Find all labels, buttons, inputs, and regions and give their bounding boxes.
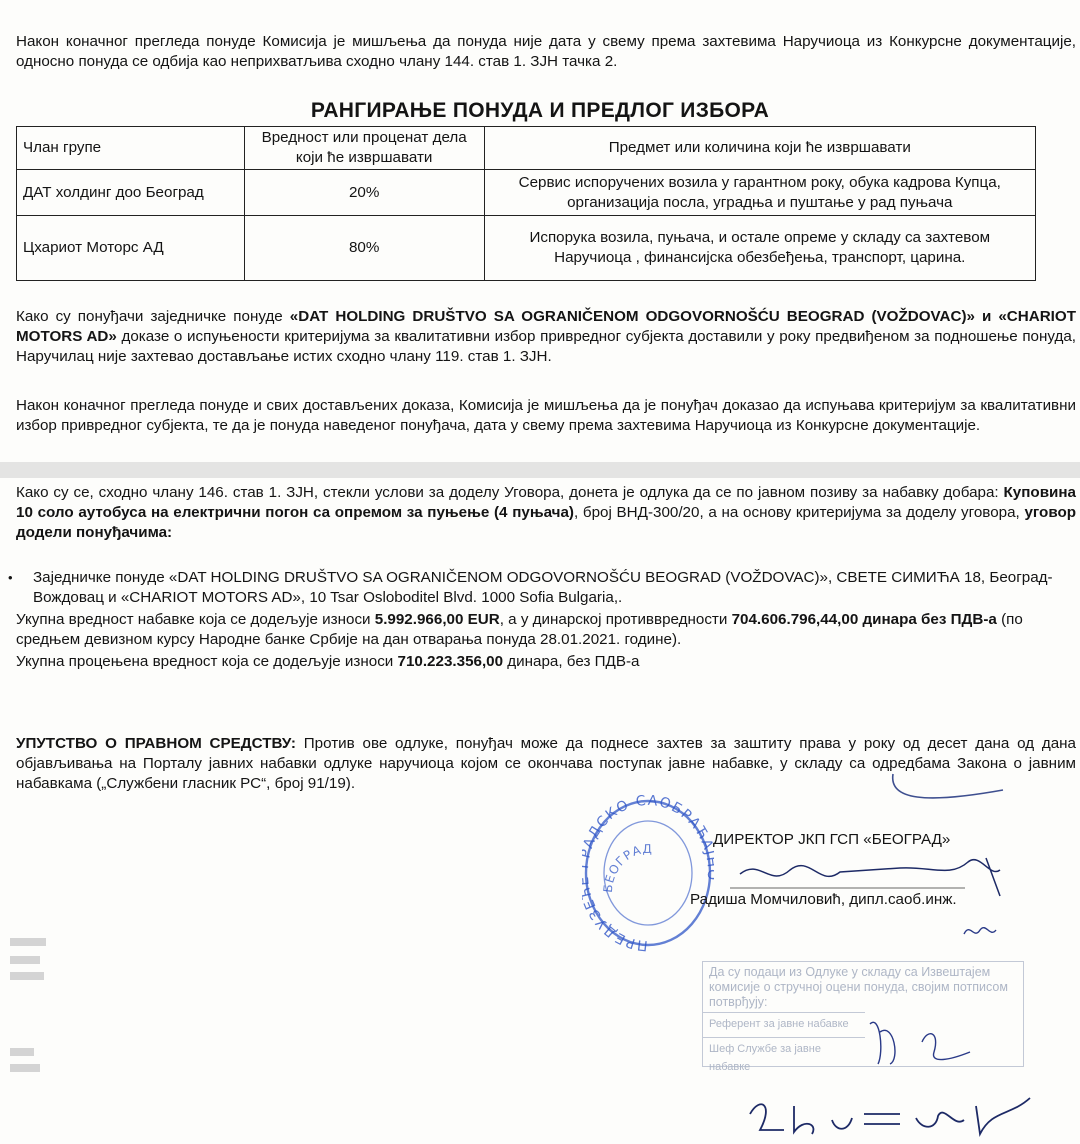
intro-paragraph	[16, 32, 1076, 72]
qualitative-text-1: Како су понуђачи заједничке понуде	[16, 308, 290, 325]
table-cell: Испорука возила, пуњача, и остале опреме у складу са захтевом Наручиоца , финансијска обезбеђења, транспорт, царина.	[484, 216, 1035, 281]
estimated-value: 710.223.356,00	[397, 653, 504, 670]
note-box-text: Да су подаци из Одлуке у складу са Извештајем комисије о стручној оцени понуда, својим потписом потврђују:	[709, 965, 1008, 1009]
value-paragraph	[16, 610, 1076, 650]
table-cell: 80%	[244, 216, 484, 281]
svg-text:ПРЕДУЗЕЋЕ ГРАДСКО САОБРАЋАЈНО	[582, 793, 714, 953]
table-cell: Цхариот Моторс АД	[17, 216, 245, 281]
procurement-subject: Куповина 10 соло аутобуса на електрични погон са опремом за пуњење (4 пуњача)	[16, 484, 1076, 521]
review-text: Након коначног прегледа понуде и свих достављених доказа, Комисија је мишљења да је понуђач доказао да испуњава критеријум за квалитативни избор привредног субјекта, те да је понуда наведеног понуђача, дата у свему према захтевима Наручиоца из Конкурсне документације.	[16, 397, 1076, 434]
bidder-item	[33, 568, 1076, 608]
scan-band	[0, 462, 1080, 478]
review-paragraph	[16, 396, 1076, 436]
margin-bleed-through	[10, 930, 70, 1093]
legal-remedy-heading: УПУТСТВО О ПРАВНОМ СРЕДСТВУ:	[16, 735, 296, 752]
bullet-icon: •	[8, 570, 13, 585]
value-rsd: 704.606.796,44,00 динара без ПДВ-а	[731, 611, 997, 628]
decision-text-2: , број ВНД-300/20, а на основу критеријума за доделу уговора,	[573, 504, 1025, 521]
pen-stroke	[885, 770, 1015, 806]
ranking-title: РАНГИРАЊЕ ПОНУДА И ПРЕДЛОГ ИЗБОРА	[310, 99, 770, 122]
table-cell: Сервис испоручених возила у гарантном року, обука кадрова Купца, организација посла, уградња и пуштање у рад пуњача	[484, 170, 1035, 216]
table-header-row	[17, 127, 1036, 170]
estimated-text-1: Укупна процењена вредност која се додељује износи	[16, 653, 398, 670]
bidder-text: Заједничке понуде «DAT HOLDING DRUŠTVO SA OGRANIČENOM ODGOVORNOŠĆU BEOGRAD (VOŽDOVAC)», СВЕТЕ СИМИЋА 18, Београд-Вождовац и «CHARIOT MOTORS AD», 10 Tsar Osloboditel Blvd. 1000 Sofia Bulgaria,.	[33, 569, 1053, 606]
estimated-text-2: динара, без ПДВ-а	[503, 653, 640, 670]
handwritten-note-icon	[740, 1090, 1040, 1144]
table-header: Предмет или количина који ће извршавати	[484, 127, 1035, 170]
signer-name: Радиша Момчиловић, дипл.саоб.инж.	[690, 891, 957, 908]
ranking-table	[16, 126, 1036, 281]
note-referent: Референт за јавне набавке	[703, 1012, 865, 1037]
value-text-2: , а у динарској противвредности	[499, 611, 732, 628]
table-cell: ДАТ холдинг доо Београд	[17, 170, 245, 216]
legal-remedy-text: Против ове одлуке, понуђач може да поднесе захтев за заштиту права у року од десет дана од дана објављивања на Порталу јавних набавки одлуке наручиоца којом се окончава поступак јавне набавке, у складу са одредбама Закона о јавним набавкама („Службени гласник РС“, број 91/19).	[16, 735, 1076, 792]
table-cell: 20%	[244, 170, 484, 216]
table-row	[17, 216, 1036, 281]
round-stamp	[582, 793, 714, 957]
value-text-1: Укупна вредност набавке која се додељује износи	[16, 611, 375, 628]
qualitative-text-2: доказе о испуњености критеријума за квалитативни избор привредног субјекта доставили у року предвиђеном за подношење понуда, Наручилац није захтевао достављање истих сходно члану 119. став 1. ЗЈН.	[16, 328, 1076, 365]
stamp-inner-text: БЕОГРАД	[600, 841, 653, 894]
qualitative-paragraph	[16, 307, 1076, 367]
stamp-outer-text: ПРЕДУЗЕ АДСКО САОБРАЋ	[582, 793, 712, 954]
award-phrase: уговор додели понуђачима:	[16, 504, 1077, 541]
value-eur: 5.992.966,00 EUR	[374, 611, 500, 628]
value-text-3: (по средњем девизном курсу Народне банке Србије на дан отварања понуда 28.01.2021. године).	[16, 611, 1023, 648]
intro-text: Након коначног прегледа понуде Комисија је мишљења да понуда није дата у свему према захтевима Наручиоца из Конкурсне документације, односно понуда се одбија као неприхватљива сходно члану 144. став 1. ЗЈН тачка 2.	[16, 33, 1076, 70]
bidder-names-bold: «DAT HOLDING DRUŠTVO SA OGRANIČENOM ODGOVORNOŠĆU BEOGRAD (VOŽDOVAC)» и «CHARIOT MOTORS AD»	[16, 308, 1076, 345]
table-header: Вредност или проценат дела који ће извршавати	[244, 127, 484, 170]
director-title: ДИРЕКТОР ЈКП ГСП «БЕОГРАД»	[713, 831, 951, 848]
note-chief: Шеф Службе за јавне набавке	[703, 1037, 865, 1062]
table-header: Члан групе	[17, 127, 245, 170]
initials-signature-icon	[960, 918, 1000, 944]
estimated-paragraph	[16, 652, 1076, 672]
decision-paragraph	[16, 483, 1076, 543]
table-row	[17, 170, 1036, 216]
stamp-seal-icon	[582, 793, 714, 957]
approval-signatures-icon	[850, 1012, 980, 1072]
decision-text-1: Како су се, сходно члану 146. став 1. ЗЈН, стекли услови за доделу Уговора, донета је одлука да се по јавном позиву за набавку добара:	[16, 484, 1004, 501]
